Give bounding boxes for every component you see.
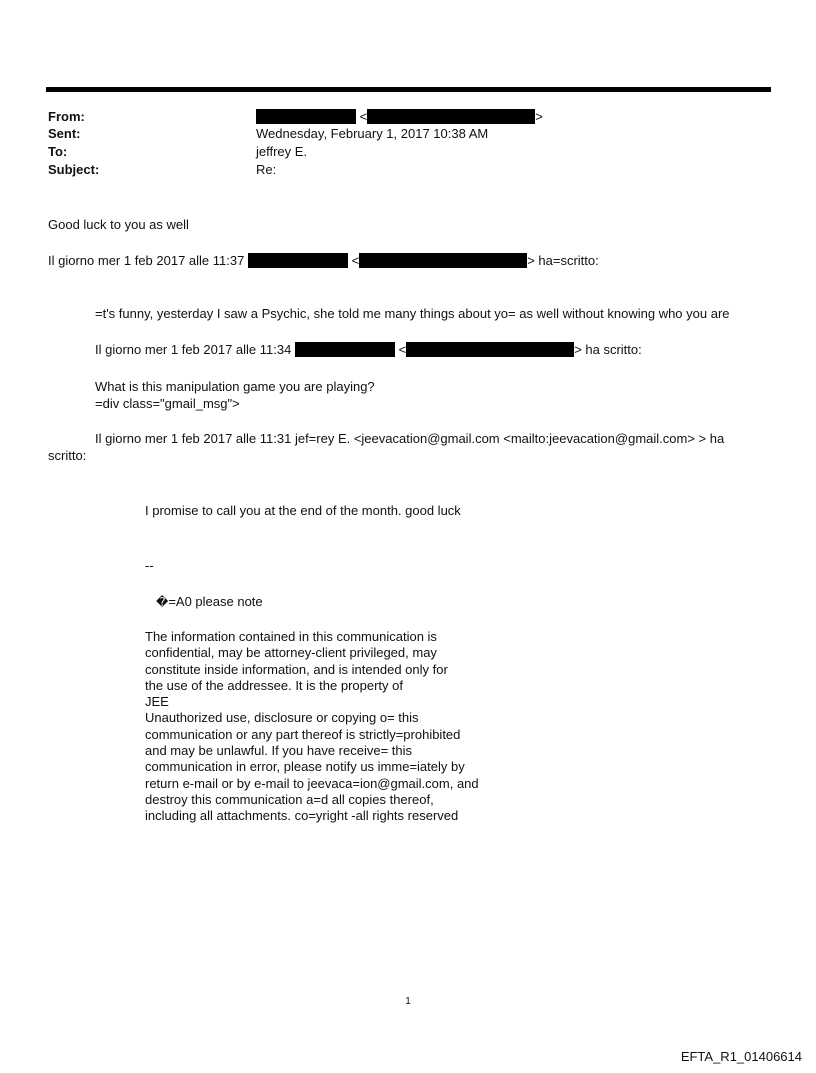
subject-value: Re: (256, 162, 277, 177)
redaction-box (295, 342, 395, 357)
from-angle-close: > (535, 109, 543, 124)
disclaimer-line: JEE (145, 694, 169, 710)
quoted-message-2: What is this manipulation game you are playing? (95, 379, 375, 394)
signature-separator: -- (145, 558, 154, 573)
reply-text: Good luck to you as well (48, 217, 189, 232)
quote-header-2 (95, 342, 642, 358)
disclaimer-line: the use of the addressee. It is the property of (145, 677, 403, 693)
from-label: From: (48, 109, 85, 124)
quote-header-2-suffix: > ha scritto: (574, 342, 642, 357)
quoted-message-1: =t's funny, yesterday I saw a Psychic, she told me many things about yo= as well without knowing who you are (95, 306, 730, 321)
sent-label: Sent: (48, 126, 81, 141)
disclaimer-line: Unauthorized use, disclosure or copying o= this (145, 710, 419, 726)
redaction-box (406, 342, 574, 357)
disclaimer-line: confidential, may be attorney-client privileged, may (145, 645, 437, 661)
quote-header-2-lt: < (398, 342, 407, 357)
quote-header-1 (48, 253, 599, 269)
to-label: To: (48, 144, 68, 159)
from-angle-open: < (359, 109, 368, 124)
note-text: =A0 please note (168, 594, 263, 609)
quote-header-1-lt: < (351, 253, 360, 268)
subject-label: Subject: (48, 162, 100, 177)
disclaimer-line: and may be unlawful. If you have receive= this (145, 743, 413, 759)
document-id: EFTA_R1_01406614 (680, 1049, 802, 1064)
quoted-html-fragment: =div class="gmail_msg"> (95, 396, 240, 411)
note-line (156, 594, 263, 610)
page-number: 1 (405, 996, 411, 1007)
replacement-char-icon: � (156, 595, 169, 609)
redaction-box (248, 253, 348, 268)
header-rule (46, 87, 771, 92)
quote-header-3-line1: Il giorno mer 1 feb 2017 alle 11:31 jef=rey E. <jeevacation@gmail.com <mailto:jeevacation@gmail.com> > ha (95, 431, 725, 446)
quote-header-1-prefix: Il giorno mer 1 feb 2017 alle 11:37 (48, 253, 245, 268)
disclaimer-line: return e-mail or by e-mail to jeevaca=ion@gmail.com, and (145, 775, 479, 791)
quote-header-2-prefix: Il giorno mer 1 feb 2017 alle 11:34 (95, 342, 292, 357)
quote-header-3-line2: scritto: (48, 448, 87, 463)
quote-header-1-suffix: > ha=scritto: (527, 253, 599, 268)
redaction-box (256, 109, 356, 124)
disclaimer-line: destroy this communication a=d all copies thereof, (145, 791, 434, 807)
disclaimer (145, 629, 479, 825)
quoted-message-3: I promise to call you at the end of the month. good luck (145, 503, 461, 518)
disclaimer-line: communication or any part thereof is strictly=prohibited (145, 726, 461, 742)
from-value (256, 109, 543, 125)
disclaimer-line: constitute inside information, and is intended only for (145, 661, 448, 677)
redaction-box (359, 253, 527, 268)
sent-value: Wednesday, February 1, 2017 10:38 AM (256, 126, 489, 141)
to-value: jeffrey E. (256, 144, 308, 159)
disclaimer-line: The information contained in this communication is (145, 629, 437, 644)
disclaimer-line: including all attachments. co=yright -all rights reserved (145, 808, 459, 824)
disclaimer-line: communication in error, please notify us imme=iately by (145, 759, 465, 775)
redaction-box (367, 109, 535, 124)
